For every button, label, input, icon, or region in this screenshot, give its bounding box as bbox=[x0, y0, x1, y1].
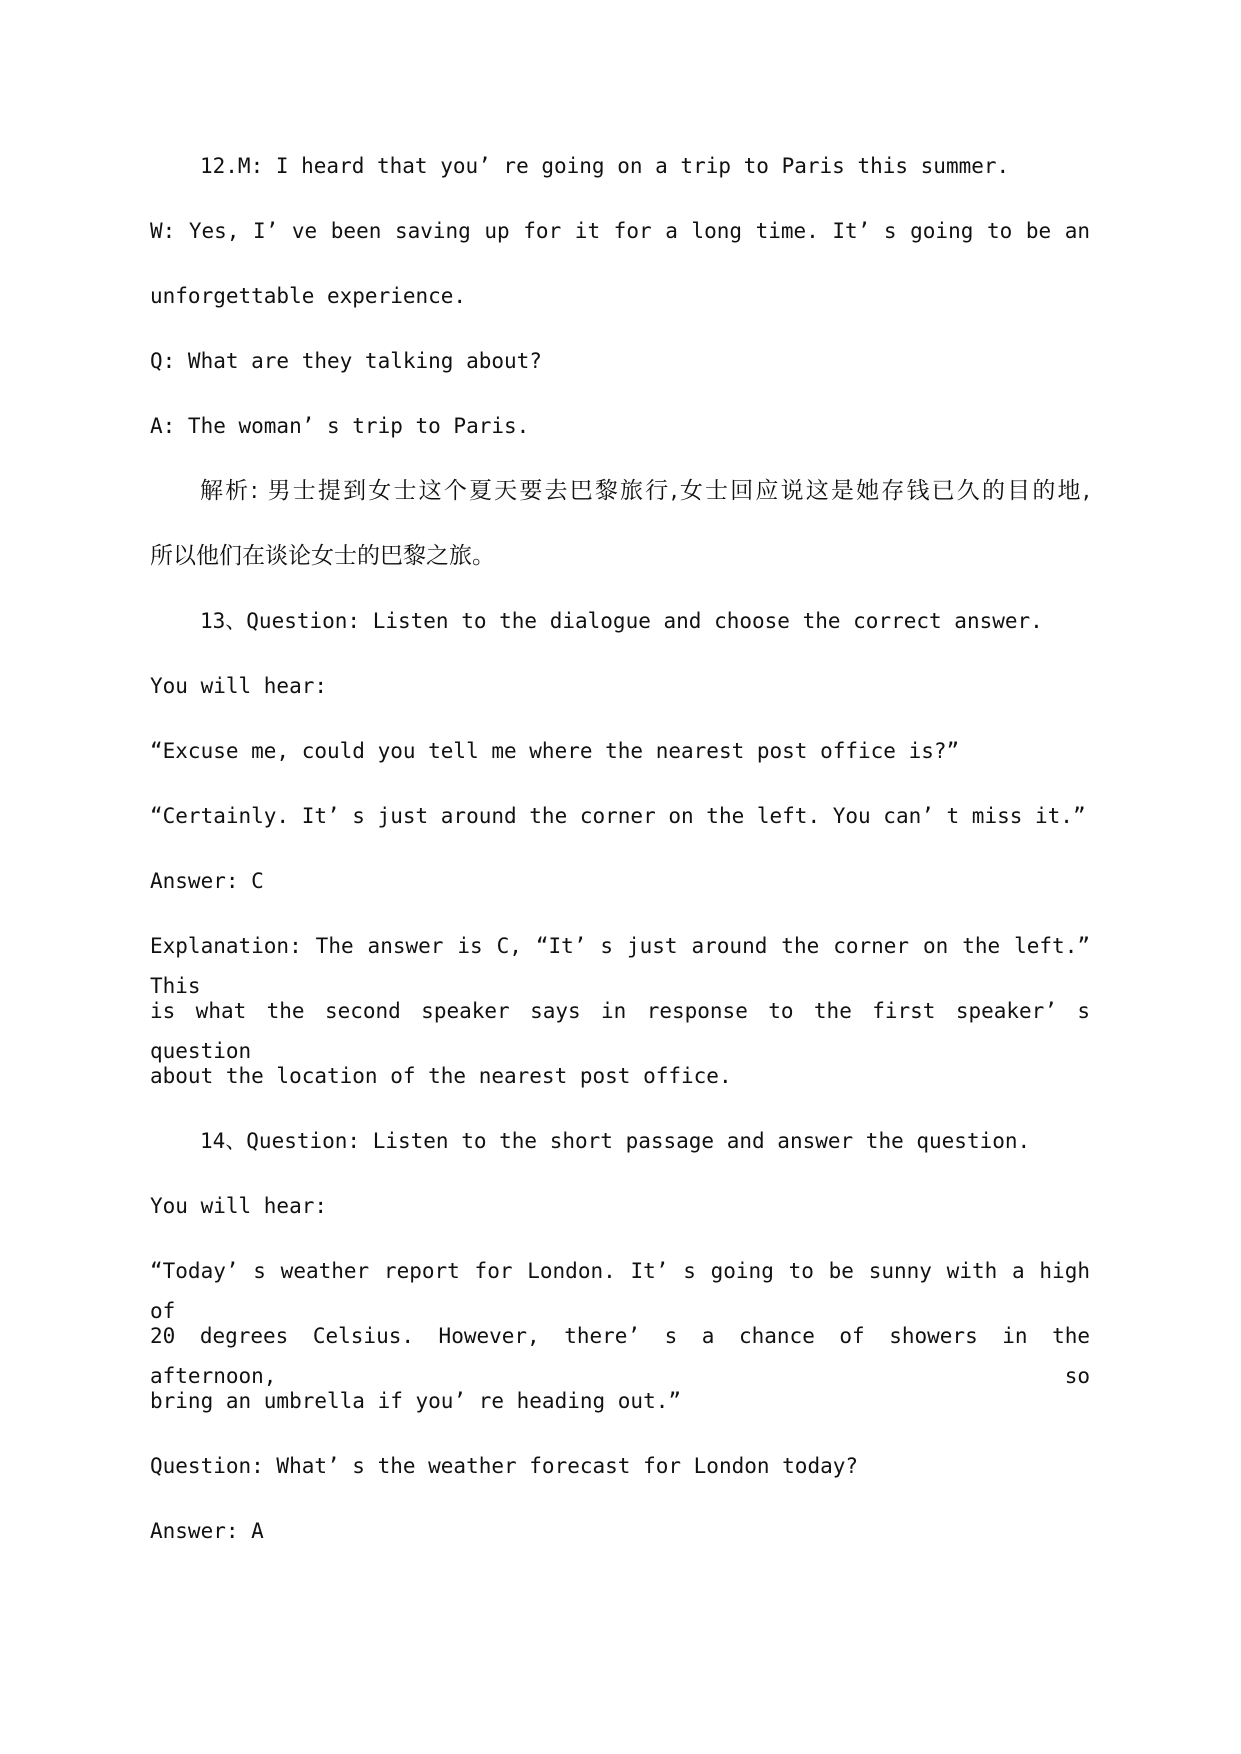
quote-line: “Certainly. It’ s just around the corner on the left. You can’ t miss it.” bbox=[150, 804, 1086, 828]
question-line: Q: What are they talking about? bbox=[150, 349, 542, 373]
dialogue-woman-line: W: Yes, I’ ve been saving up for it for a long time. It’ s going to be an bbox=[150, 219, 1090, 243]
quote-line: “Excuse me, could you tell me where the nearest post office is?” bbox=[150, 739, 960, 763]
question-14-line: 14、Question: Listen to the short passage and answer the question. bbox=[200, 1129, 1031, 1153]
passage-line: “Today’ s weather report for London. It’ s going to be sunny with a high of bbox=[150, 1259, 1090, 1323]
you-will-hear-line: You will hear: bbox=[150, 674, 328, 698]
you-will-hear-line: You will hear: bbox=[150, 1194, 328, 1218]
analysis-line-cont: 所以他们在谈论女士的巴黎之旅。 bbox=[150, 543, 495, 569]
analysis-line: 解析: 男士提到女士这个夏天要去巴黎旅行,女士回应说这是她存钱已久的目的地, bbox=[200, 478, 1090, 504]
passage-line-cont: 20 degrees Celsius. However, there’ s a chance of showers in the afternoon, so bbox=[150, 1324, 1090, 1388]
explanation-line-end: about the location of the nearest post office. bbox=[150, 1064, 732, 1088]
question-line: Question: What’ s the weather forecast for London today? bbox=[150, 1454, 859, 1478]
dialogue-woman-line-cont: unforgettable experience. bbox=[150, 284, 467, 308]
passage-line-end: bring an umbrella if you’ re heading out.” bbox=[150, 1389, 682, 1413]
question-12-line: 12.M: I heard that you’ re going on a trip to Paris this summer. bbox=[200, 154, 1010, 178]
explanation-line-cont: is what the second speaker says in response to the first speaker’ s question bbox=[150, 999, 1090, 1063]
explanation-line: Explanation: The answer is C, “It’ s just around the corner on the left.” This bbox=[150, 934, 1090, 998]
question-13-line: 13、Question: Listen to the dialogue and choose the correct answer. bbox=[200, 609, 1043, 633]
answer-line: A: The woman’ s trip to Paris. bbox=[150, 414, 530, 438]
answer-line: Answer: A bbox=[150, 1519, 264, 1543]
answer-line: Answer: C bbox=[150, 869, 264, 893]
